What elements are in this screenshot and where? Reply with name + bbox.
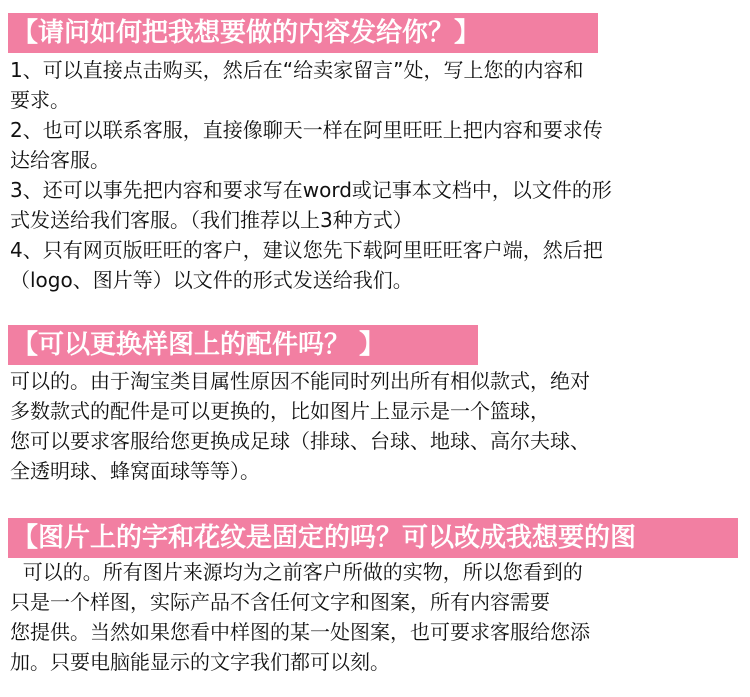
- text-line: 2、也可以联系客服，直接像聊天一样在阿里旺旺上把内容和要求传: [10, 118, 603, 142]
- text-line: 只是一个样图，实际产品不含任何文字和图案，所有内容需要: [10, 590, 550, 614]
- text-line: 4、只有网页版旺旺的客户，建议您先下载阿里旺旺客户端，然后把: [10, 238, 603, 262]
- text-line: 加。只要电脑能显示的文字我们都可以刻。: [10, 650, 390, 674]
- text-line: 3、还可以事先把内容和要求写在word或记事本文档中，以文件的形: [10, 178, 612, 202]
- section-heading-custom-pattern: 【图片上的字和花纹是固定的吗？可以改成我想要的图: [8, 518, 738, 558]
- text-line: 您提供。当然如果您看中样图的某一处图案，也可要求客服给您添: [10, 620, 590, 644]
- text-line: （logo、图片等）以文件的形式发送给我们。: [10, 268, 413, 292]
- section-body-custom-pattern: [10, 557, 742, 677]
- text-line: 全透明球、蜂窝面球等等）。: [10, 459, 260, 483]
- text-line: 式发送给我们客服。（我们推荐以上3种方式）: [10, 208, 413, 232]
- text-line: 要求。: [10, 88, 70, 112]
- section-heading-replace-parts: 【可以更换样图上的配件吗？ 】: [8, 325, 478, 365]
- text-line: 可以的。所有图片来源均为之前客户所做的实物，所以您看到的: [10, 560, 583, 584]
- text-line: 达给客服。: [10, 148, 110, 172]
- section-body-send-content: [10, 55, 742, 295]
- section-body-replace-parts: [10, 366, 742, 486]
- section-heading-send-content: 【请问如何把我想要做的内容发给你？】: [8, 13, 598, 53]
- text-line: 多数款式的配件是可以更换的，比如图片上显示是一个篮球，: [10, 399, 550, 423]
- text-line: 可以的。由于淘宝类目属性原因不能同时列出所有相似款式，绝对: [10, 369, 590, 393]
- text-line: 您可以要求客服给您更换成足球（排球、台球、地球、高尔夫球、: [10, 429, 590, 453]
- text-line: 1、可以直接点击购买，然后在“给卖家留言”处，写上您的内容和: [10, 58, 584, 82]
